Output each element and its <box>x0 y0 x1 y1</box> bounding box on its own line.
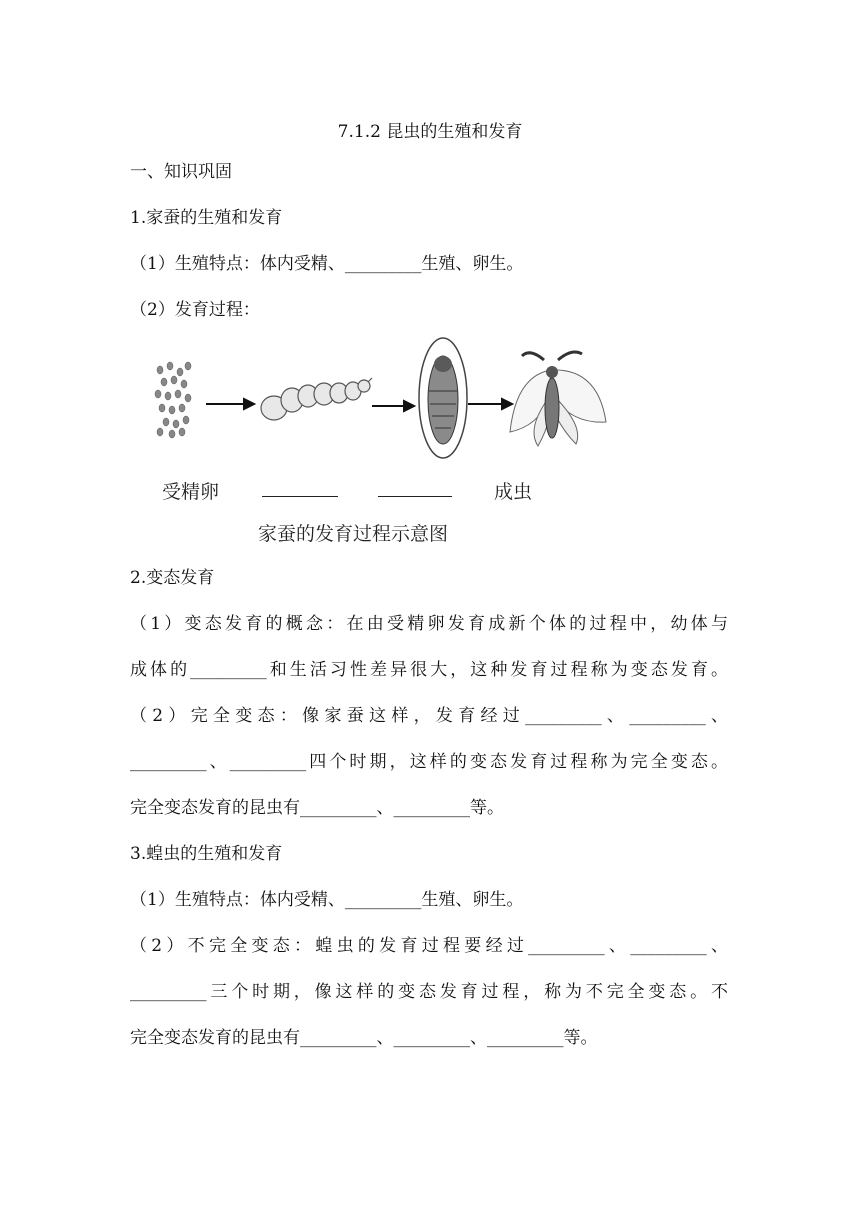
arrow-icon <box>372 401 414 411</box>
label-fertilized-egg: 受精卵 <box>162 481 220 503</box>
q3-reproduction-line: （1）生殖特点：体内受精、_________生殖、卵生。 <box>130 890 524 910</box>
q2-heading: 2.变态发育 <box>130 568 215 588</box>
q1-reproduction-line: （1）生殖特点：体内受精、_________生殖、卵生。 <box>130 254 524 274</box>
q3-incomplete-line-2: _________三个时期，像这样的变态发育过程，称为不完全变态。不 <box>130 982 728 1002</box>
pupa-answer-blank <box>378 496 452 497</box>
figure-caption: 家蚕的发育过程示意图 <box>258 523 449 545</box>
development-diagram <box>146 336 616 476</box>
q3-incomplete-line-3: 完全变态发育的昆虫有_________、_________、_________等。 <box>130 1028 598 1048</box>
moth-icon <box>510 352 606 446</box>
arrow-icon <box>468 399 512 409</box>
page-title: 7.1.2 昆虫的生殖和发育 <box>337 122 523 142</box>
q2-complete-line-3: 完全变态发育的昆虫有_________、_________等。 <box>130 798 504 818</box>
egg-cluster-icon <box>155 362 191 438</box>
larva-answer-blank <box>262 496 338 497</box>
pupa-icon <box>419 338 467 458</box>
label-adult: 成虫 <box>494 481 533 503</box>
q1-heading: 1.家蚕的生殖和发育 <box>130 208 283 228</box>
q2-complete-line-1: （2）完全变态：像家蚕这样，发育经过_________、_________、 <box>130 706 728 726</box>
q2-complete-line-2: _________、_________四个时期，这样的变态发育过程称为完全变态。 <box>130 752 728 772</box>
q3-heading: 3.蝗虫的生殖和发育 <box>130 844 283 864</box>
q2-concept-line-2: 成体的_________和生活习性差异很大，这种发育过程称为变态发育。 <box>130 660 728 680</box>
section-heading: 一、知识巩固 <box>130 162 232 182</box>
q1-development-line: （2）发育过程： <box>130 300 260 320</box>
arrow-icon <box>206 399 254 409</box>
silkworm-development-figure <box>146 336 616 550</box>
larva-icon <box>261 378 372 420</box>
q2-concept-line-1: （1）变态发育的概念：在由受精卵发育成新个体的过程中，幼体与 <box>130 614 728 634</box>
q3-incomplete-line-1: （2）不完全变态：蝗虫的发育过程要经过_________、_________、 <box>130 936 728 956</box>
